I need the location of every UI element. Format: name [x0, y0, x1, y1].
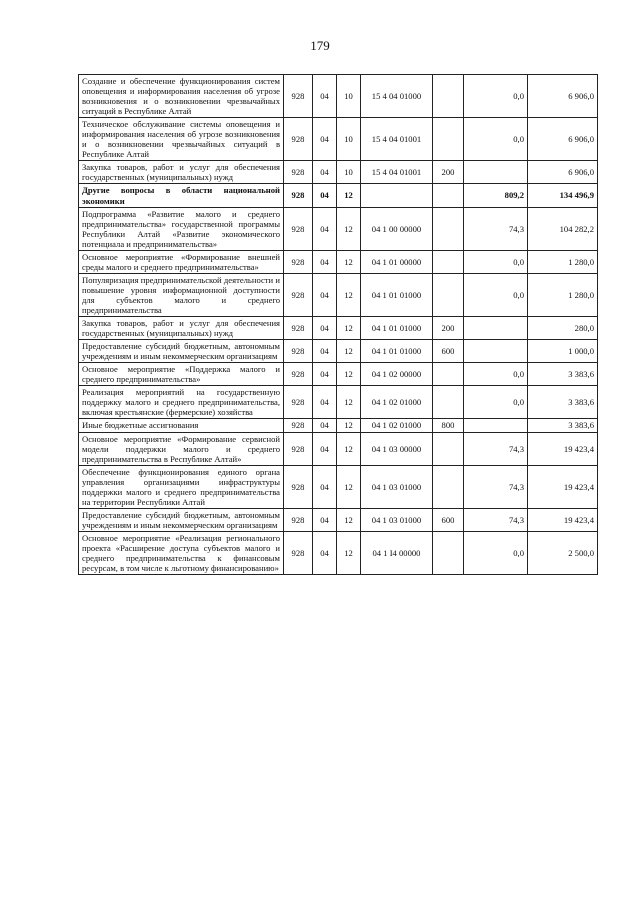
table-row — [79, 273, 598, 316]
cell-amount-1: 74,3 — [464, 508, 528, 531]
cell-expense-type — [433, 531, 464, 574]
cell-amount-1 — [464, 161, 528, 184]
cell-amount-2: 1 000,0 — [528, 340, 598, 363]
cell-subsection: 12 — [337, 184, 361, 207]
cell-subsection: 12 — [337, 531, 361, 574]
cell-name: Закупка товаров, работ и услуг для обеспечения государственных (муниципальных) нужд — [79, 317, 284, 340]
cell-target-article: 04 1 03 00000 — [361, 432, 433, 465]
cell-target-article: 04 1 02 01000 — [361, 419, 433, 432]
cell-target-article: 15 4 04 01001 — [361, 161, 433, 184]
cell-section: 04 — [313, 419, 337, 432]
cell-section: 04 — [313, 317, 337, 340]
cell-section: 04 — [313, 386, 337, 419]
table-row — [79, 184, 598, 207]
cell-amount-1 — [464, 317, 528, 340]
cell-expense-type: 600 — [433, 508, 464, 531]
cell-grbs: 928 — [284, 465, 313, 508]
cell-subsection: 12 — [337, 508, 361, 531]
cell-amount-1 — [464, 419, 528, 432]
cell-name: Популяризация предпринимательской деятельности и повышение уровня информационной доступности для субъектов малого и среднего предпринимательства — [79, 273, 284, 316]
cell-expense-type — [433, 250, 464, 273]
cell-section: 04 — [313, 363, 337, 386]
cell-amount-1: 0,0 — [464, 531, 528, 574]
cell-amount-2: 19 423,4 — [528, 432, 598, 465]
cell-amount-2: 3 383,6 — [528, 386, 598, 419]
cell-target-article: 04 1 01 01000 — [361, 317, 433, 340]
table-row — [79, 432, 598, 465]
cell-section: 04 — [313, 184, 337, 207]
table-row — [79, 161, 598, 184]
cell-grbs: 928 — [284, 386, 313, 419]
cell-target-article: 04 1 01 00000 — [361, 250, 433, 273]
cell-amount-1: 0,0 — [464, 250, 528, 273]
cell-expense-type — [433, 184, 464, 207]
cell-amount-2: 6 906,0 — [528, 161, 598, 184]
cell-subsection: 12 — [337, 250, 361, 273]
cell-amount-1: 809,2 — [464, 184, 528, 207]
table-row — [79, 419, 598, 432]
cell-name: Предоставление субсидий бюджетным, автономным учреждениям и иным некоммерческим организациям — [79, 340, 284, 363]
cell-amount-2: 3 383,6 — [528, 363, 598, 386]
cell-expense-type: 800 — [433, 419, 464, 432]
cell-name: Иные бюджетные ассигнования — [79, 419, 284, 432]
page-number: 179 — [310, 38, 330, 53]
cell-amount-2: 280,0 — [528, 317, 598, 340]
cell-target-article: 04 1 00 00000 — [361, 207, 433, 250]
cell-name: Реализация мероприятий на государственную поддержку малого и среднего предпринимательства, включая крестьянские (фермерские) хозяйства — [79, 386, 284, 419]
cell-grbs: 928 — [284, 273, 313, 316]
cell-expense-type — [433, 118, 464, 161]
cell-expense-type — [433, 432, 464, 465]
cell-amount-1: 74,3 — [464, 465, 528, 508]
cell-amount-1: 0,0 — [464, 75, 528, 118]
cell-grbs: 928 — [284, 75, 313, 118]
cell-name: Другие вопросы в области национальной экономики — [79, 184, 284, 207]
cell-name: Обеспечение функционирования единого органа управления организациями инфраструктуры поддержки малого и среднего предпринимательства на территории Республики Алтай — [79, 465, 284, 508]
cell-amount-2: 1 280,0 — [528, 250, 598, 273]
cell-name: Подпрограмма «Развитие малого и среднего предпринимательства» государственной программы Республики Алтай «Развитие экономического потенциала и предпринимательства» — [79, 207, 284, 250]
table-row — [79, 363, 598, 386]
cell-section: 04 — [313, 340, 337, 363]
cell-section: 04 — [313, 432, 337, 465]
table-row — [79, 508, 598, 531]
cell-expense-type — [433, 465, 464, 508]
cell-target-article: 04 1 I4 00000 — [361, 531, 433, 574]
cell-subsection: 12 — [337, 273, 361, 316]
cell-grbs: 928 — [284, 161, 313, 184]
cell-subsection: 10 — [337, 118, 361, 161]
cell-subsection: 12 — [337, 465, 361, 508]
cell-expense-type: 200 — [433, 317, 464, 340]
cell-name: Основное мероприятие «Реализация регионального проекта «Расширение доступа субъектов малого и среднего предпринимательства к финансовым ресурсам, в том числе к льготному финансированию» — [79, 531, 284, 574]
cell-target-article: 15 4 04 01000 — [361, 75, 433, 118]
cell-amount-2: 2 500,0 — [528, 531, 598, 574]
table-row — [79, 465, 598, 508]
cell-section: 04 — [313, 531, 337, 574]
cell-grbs: 928 — [284, 531, 313, 574]
budget-table — [78, 74, 598, 575]
cell-section: 04 — [313, 250, 337, 273]
cell-amount-2: 3 383,6 — [528, 419, 598, 432]
cell-target-article: 15 4 04 01001 — [361, 118, 433, 161]
table-row — [79, 340, 598, 363]
cell-amount-2: 104 282,2 — [528, 207, 598, 250]
cell-expense-type — [433, 386, 464, 419]
cell-grbs: 928 — [284, 118, 313, 161]
cell-section: 04 — [313, 118, 337, 161]
cell-amount-1: 74,3 — [464, 432, 528, 465]
cell-section: 04 — [313, 273, 337, 316]
table-row — [79, 118, 598, 161]
cell-subsection: 12 — [337, 386, 361, 419]
cell-name: Основное мероприятие «Формирование внешней среды малого и среднего предпринимательства» — [79, 250, 284, 273]
cell-name: Техническое обслуживание системы оповещения и информирования населения об угрозе возникновения и о возникновении чрезвычайных ситуаций в Республике Алтай — [79, 118, 284, 161]
cell-amount-2: 1 280,0 — [528, 273, 598, 316]
table-row — [79, 317, 598, 340]
cell-target-article: 04 1 03 01000 — [361, 465, 433, 508]
cell-amount-1: 74,3 — [464, 207, 528, 250]
cell-expense-type: 200 — [433, 161, 464, 184]
table-row — [79, 207, 598, 250]
cell-amount-1: 0,0 — [464, 363, 528, 386]
table-row — [79, 75, 598, 118]
cell-subsection: 12 — [337, 432, 361, 465]
cell-grbs: 928 — [284, 419, 313, 432]
cell-amount-2: 6 906,0 — [528, 75, 598, 118]
cell-name: Предоставление субсидий бюджетным, автономным учреждениям и иным некоммерческим организациям — [79, 508, 284, 531]
cell-amount-2: 19 423,4 — [528, 508, 598, 531]
cell-name: Основное мероприятие «Формирование сервисной модели поддержки малого и среднего предпринимательства в Республике Алтай» — [79, 432, 284, 465]
table-row — [79, 531, 598, 574]
cell-amount-2: 134 496,9 — [528, 184, 598, 207]
cell-expense-type — [433, 363, 464, 386]
cell-target-article — [361, 184, 433, 207]
cell-amount-1 — [464, 340, 528, 363]
cell-grbs: 928 — [284, 317, 313, 340]
cell-target-article: 04 1 01 01000 — [361, 340, 433, 363]
cell-subsection: 12 — [337, 317, 361, 340]
cell-expense-type: 600 — [433, 340, 464, 363]
table-row — [79, 386, 598, 419]
cell-target-article: 04 1 02 00000 — [361, 363, 433, 386]
cell-expense-type — [433, 273, 464, 316]
cell-subsection: 12 — [337, 340, 361, 363]
cell-target-article: 04 1 02 01000 — [361, 386, 433, 419]
cell-expense-type — [433, 207, 464, 250]
cell-grbs: 928 — [284, 340, 313, 363]
cell-target-article: 04 1 01 01000 — [361, 273, 433, 316]
cell-grbs: 928 — [284, 184, 313, 207]
cell-grbs: 928 — [284, 363, 313, 386]
cell-subsection: 10 — [337, 161, 361, 184]
cell-amount-1: 0,0 — [464, 386, 528, 419]
cell-section: 04 — [313, 465, 337, 508]
cell-grbs: 928 — [284, 250, 313, 273]
cell-subsection: 12 — [337, 207, 361, 250]
cell-amount-2: 19 423,4 — [528, 465, 598, 508]
cell-name: Основное мероприятие «Поддержка малого и среднего предпринимательства» — [79, 363, 284, 386]
table-row — [79, 250, 598, 273]
cell-amount-1: 0,0 — [464, 273, 528, 316]
cell-grbs: 928 — [284, 432, 313, 465]
cell-subsection: 12 — [337, 419, 361, 432]
cell-amount-1: 0,0 — [464, 118, 528, 161]
cell-section: 04 — [313, 161, 337, 184]
cell-section: 04 — [313, 508, 337, 531]
cell-name: Создание и обеспечение функционирования систем оповещения и информирования населения об угрозе возникновения и о возникновении чрезвычайных ситуаций в Республике Алтай — [79, 75, 284, 118]
cell-subsection: 12 — [337, 363, 361, 386]
cell-subsection: 10 — [337, 75, 361, 118]
cell-section: 04 — [313, 207, 337, 250]
cell-grbs: 928 — [284, 508, 313, 531]
cell-grbs: 928 — [284, 207, 313, 250]
cell-expense-type — [433, 75, 464, 118]
cell-name: Закупка товаров, работ и услуг для обеспечения государственных (муниципальных) нужд — [79, 161, 284, 184]
cell-section: 04 — [313, 75, 337, 118]
cell-amount-2: 6 906,0 — [528, 118, 598, 161]
cell-target-article: 04 1 03 01000 — [361, 508, 433, 531]
budget-table-body — [79, 75, 598, 575]
